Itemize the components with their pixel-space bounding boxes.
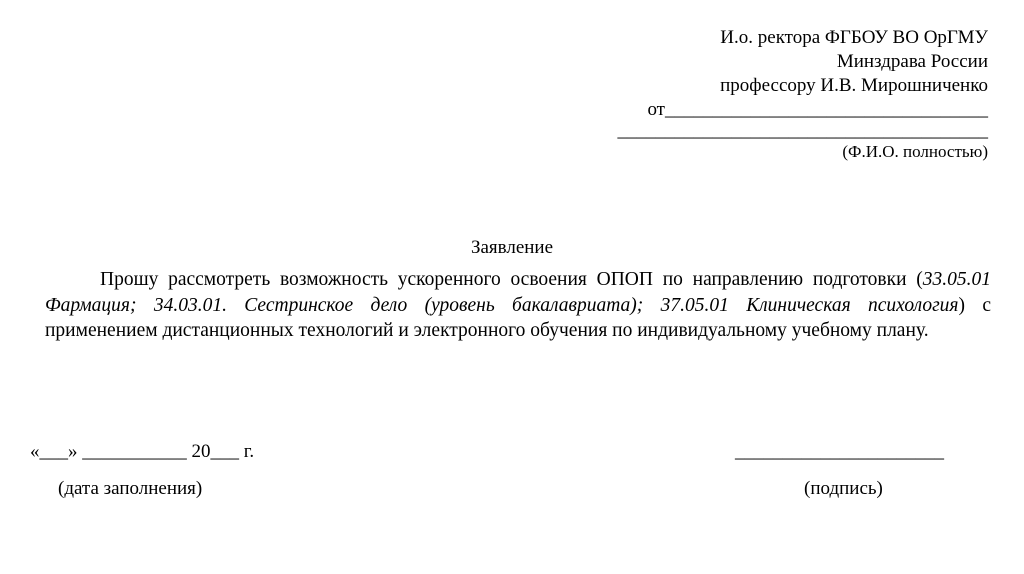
request-text-end: ) с применением дистанционных технологий и электронного обучения по индивидуальному учебному плану. — [45, 294, 991, 341]
fio-hint: (Ф.И.О. полностью) — [842, 142, 988, 161]
addressee-line-2: Минздрава России — [836, 51, 988, 72]
addressee-line-3: профессору И.В. Мирошниченко — [720, 75, 988, 96]
date-line: «___» ___________ 20___ г. — [30, 441, 255, 462]
request-text-start: Прошу рассмотреть возможность ускоренного освоения ОПОП по направлению подготовки ( — [100, 269, 923, 290]
from-line: от__________________________________ — [647, 99, 988, 120]
signature-hint: (подпись) — [804, 478, 883, 499]
date-hint: (дата заполнения) — [58, 478, 203, 499]
document-title: Заявление — [470, 237, 554, 258]
addressee-line-1: И.о. ректора ФГБОУ ВО ОрГМУ — [720, 27, 988, 48]
blank-line: _______________________________________ — [617, 120, 988, 141]
request-paragraph — [45, 267, 991, 344]
program-list: 33.05.01 Фармация; 34.03.01. Сестринское дело (уровень бакалавриата); 37.05.01 Клиническая психология — [45, 269, 991, 316]
signature-line: ______________________ — [735, 441, 944, 462]
